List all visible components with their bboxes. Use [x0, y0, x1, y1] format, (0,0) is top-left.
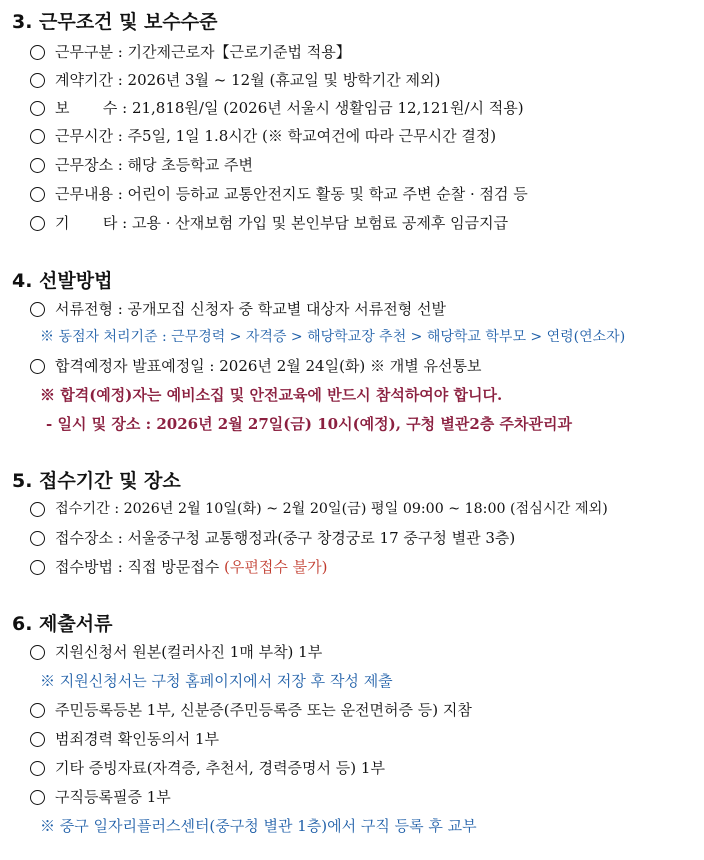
- item-text: 근무시간 : 주5일, 1일 1.8시간 (※ 학교여건에 따라 근무시간 결정): [55, 127, 497, 145]
- circle-bullet-icon: [30, 158, 45, 173]
- note-orientation-required: ※ 합격(예정)자는 예비소집 및 안전교육에 반드시 참석하여야 합니다.: [40, 386, 503, 404]
- section-3-title: 3. 근무조건 및 보수수준: [12, 11, 218, 33]
- note-job-registration: ※ 중구 일자리플러스센터(중구청 별관 1층)에서 구직 등록 후 교부: [40, 817, 477, 835]
- item-text: 보 수 : 21,818원/일 (2026년 서울시 생활임금 12,121원/시 적용): [55, 99, 524, 117]
- item-text: 구직등록필증 1부: [55, 788, 171, 806]
- item-text: 기타 증빙자료(자격증, 추천서, 경력증명서 등) 1부: [55, 759, 385, 777]
- circle-bullet-icon: [30, 129, 45, 144]
- item-text: 지원신청서 원본(컬러사진 1매 부착) 1부: [55, 643, 323, 661]
- circle-bullet-icon: [30, 502, 45, 517]
- item-text: 근무구분 : 기간제근로자【근로기준법 적용】: [55, 43, 351, 61]
- section-5-title: 5. 접수기간 및 장소: [12, 470, 181, 492]
- item-text: 접수장소 : 서울중구청 교통행정과(중구 창경궁로 17 중구청 별관 3층): [55, 529, 516, 547]
- circle-bullet-icon: [30, 216, 45, 231]
- item-text: 합격예정자 발표예정일 : 2026년 2월 24일(화) ※ 개별 유선통보: [55, 357, 482, 375]
- item-text: 기 타 : 고용 · 산재보험 가입 및 본인부담 보험료 공제후 임금지급: [55, 214, 509, 232]
- circle-bullet-icon: [30, 302, 45, 317]
- circle-bullet-icon: [30, 359, 45, 374]
- circle-bullet-icon: [30, 732, 45, 747]
- item-text: [55, 557, 327, 577]
- item-text: 접수기간 : 2026년 2월 10일(화) ~ 2월 20일(금) 평일 09:00 ~ 18:00 (점심시간 제외): [55, 501, 608, 517]
- circle-bullet-icon: [30, 45, 45, 60]
- item-text: 서류전형 : 공개모집 신청자 중 학교별 대상자 서류전형 선발: [55, 300, 446, 318]
- item-text: 계약기간 : 2026년 3월 ~ 12월 (휴교일 및 방학기간 제외): [55, 71, 441, 89]
- item-text-main: 접수방법 : 직접 방문접수: [55, 558, 225, 576]
- circle-bullet-icon: [30, 101, 45, 116]
- circle-bullet-icon: [30, 560, 45, 575]
- circle-bullet-icon: [30, 645, 45, 660]
- note-application-form: ※ 지원신청서는 구청 홈페이지에서 저장 후 작성 제출: [40, 672, 393, 690]
- item-text: 범죄경력 확인동의서 1부: [55, 730, 219, 748]
- note-tiebreak: ※ 동점자 처리기준 : 근무경력 > 자격증 > 해당학교장 추천 > 해당학교 학부모 > 연령(연소자): [40, 329, 626, 345]
- section-4-title: 4. 선발방법: [12, 270, 113, 292]
- postal-not-accepted-text: (우편접수 불가): [224, 558, 328, 576]
- section-6-title: 6. 제출서류: [12, 613, 113, 635]
- circle-bullet-icon: [30, 73, 45, 88]
- item-text: 주민등록등본 1부, 신분증(주민등록증 또는 운전면허증 등) 지참: [55, 701, 472, 719]
- item-text: 근무내용 : 어린이 등하교 교통안전지도 활동 및 학교 주변 순찰 · 점검 등: [55, 185, 528, 203]
- circle-bullet-icon: [30, 790, 45, 805]
- circle-bullet-icon: [30, 531, 45, 546]
- circle-bullet-icon: [30, 187, 45, 202]
- circle-bullet-icon: [30, 703, 45, 718]
- item-text: 근무장소 : 해당 초등학교 주변: [55, 156, 254, 174]
- note-orientation-schedule: - 일시 및 장소 : 2026년 2월 27일(금) 10시(예정), 구청 별관2층 주차관리과: [46, 415, 572, 433]
- circle-bullet-icon: [30, 761, 45, 776]
